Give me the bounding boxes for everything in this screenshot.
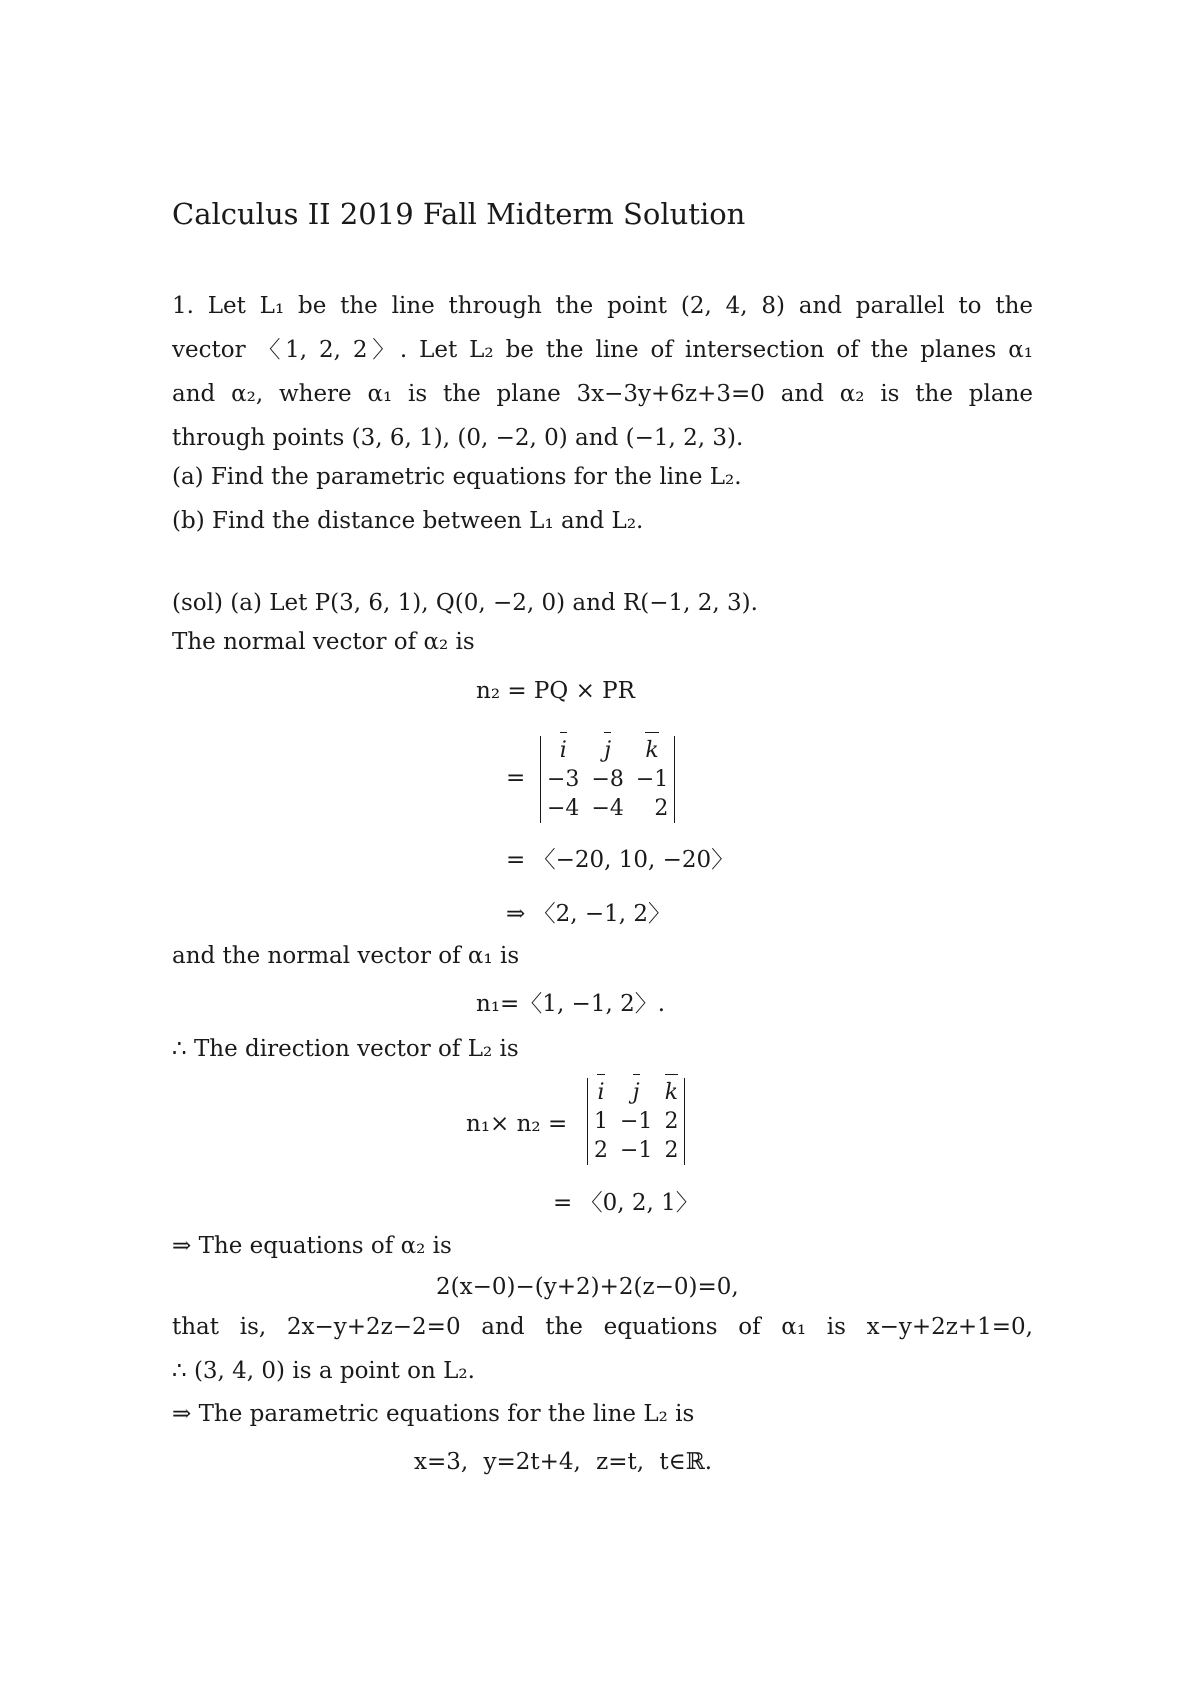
det2-cell: 2 bbox=[594, 1138, 608, 1163]
cross-product-label: n₁× n₂ = bbox=[466, 1111, 568, 1137]
det2-cell: 2 bbox=[664, 1138, 679, 1163]
determinant-1-grid bbox=[541, 736, 674, 823]
parametric-text: ⇒ The parametric equations for the line L₂ is bbox=[172, 1401, 695, 1427]
n2-simplified: ⇒ 〈2, −1, 2〉 bbox=[506, 901, 671, 927]
that-is-line: that is, 2x−y+2z−2=0 and the equations of α₁ is x−y+2z+1=0, bbox=[172, 1314, 1033, 1340]
det2-cell: 2 bbox=[664, 1109, 679, 1134]
det2-cell-j: j bbox=[632, 1080, 640, 1105]
equation-alpha2-text: ⇒ The equations of α₂ is bbox=[172, 1233, 452, 1259]
det1-cell-k: k bbox=[645, 738, 659, 763]
determinant-2 bbox=[587, 1078, 685, 1165]
solution-intro: (sol) (a) Let P(3, 6, 1), Q(0, −2, 0) and R(−1, 2, 3). bbox=[172, 590, 758, 616]
det2-cell: −1 bbox=[620, 1138, 653, 1163]
direction-result: = 〈0, 2, 1〉 bbox=[553, 1190, 699, 1216]
normal-vector-alpha2-text: The normal vector of α₂ is bbox=[172, 629, 475, 655]
point-on-L2: ∴ (3, 4, 0) is a point on L₂. bbox=[172, 1358, 475, 1384]
det1-cell: −1 bbox=[635, 767, 669, 792]
problem-line-2: vector 〈1, 2, 2〉. Let L₂ be the line of intersection of the planes α₁ bbox=[172, 337, 1033, 363]
normal-vector-alpha1-text: and the normal vector of α₁ is bbox=[172, 943, 520, 969]
det2-cell-k: k bbox=[664, 1080, 679, 1105]
problem-line-4: through points (3, 6, 1), (0, −2, 0) and (−1, 2, 3). bbox=[172, 425, 744, 451]
det2-cell: 1 bbox=[594, 1109, 608, 1134]
page-title: Calculus II 2019 Fall Midterm Solution bbox=[172, 197, 746, 231]
det2-cell-i: i bbox=[597, 1080, 605, 1105]
n2-result: = 〈−20, 10, −20〉 bbox=[506, 847, 735, 873]
det1-cell: −8 bbox=[591, 767, 624, 792]
n1-definition: n₁=〈1, −1, 2〉. bbox=[476, 991, 666, 1017]
equals-sign-det1: = bbox=[506, 765, 526, 791]
det1-cell: −4 bbox=[591, 796, 624, 821]
problem-line-1: 1. Let L₁ be the line through the point (2, 4, 8) and parallel to the bbox=[172, 293, 1033, 319]
equation-alpha2: 2(x−0)−(y+2)+2(z−0)=0, bbox=[436, 1274, 739, 1300]
direction-vector-text: ∴ The direction vector of L₂ is bbox=[172, 1036, 519, 1062]
det1-cell-j: j bbox=[604, 738, 612, 763]
det2-cell: −1 bbox=[620, 1109, 653, 1134]
problem-part-b: (b) Find the distance between L₁ and L₂. bbox=[172, 508, 644, 534]
det1-cell: −4 bbox=[547, 796, 580, 821]
det1-cell-i: i bbox=[559, 738, 567, 763]
n2-definition: n₂ = PQ × PR bbox=[476, 678, 635, 704]
problem-line-3: and α₂, where α₁ is the plane 3x−3y+6z+3=0 and α₂ is the plane bbox=[172, 381, 1033, 407]
det1-cell: 2 bbox=[654, 796, 669, 821]
det1-cell: −3 bbox=[547, 767, 580, 792]
determinant-2-grid bbox=[588, 1078, 684, 1165]
parametric-equations: x=3, y=2t+4, z=t, t∈ℝ. bbox=[414, 1449, 713, 1475]
determinant-1 bbox=[540, 736, 675, 823]
problem-part-a: (a) Find the parametric equations for the line L₂. bbox=[172, 464, 742, 490]
